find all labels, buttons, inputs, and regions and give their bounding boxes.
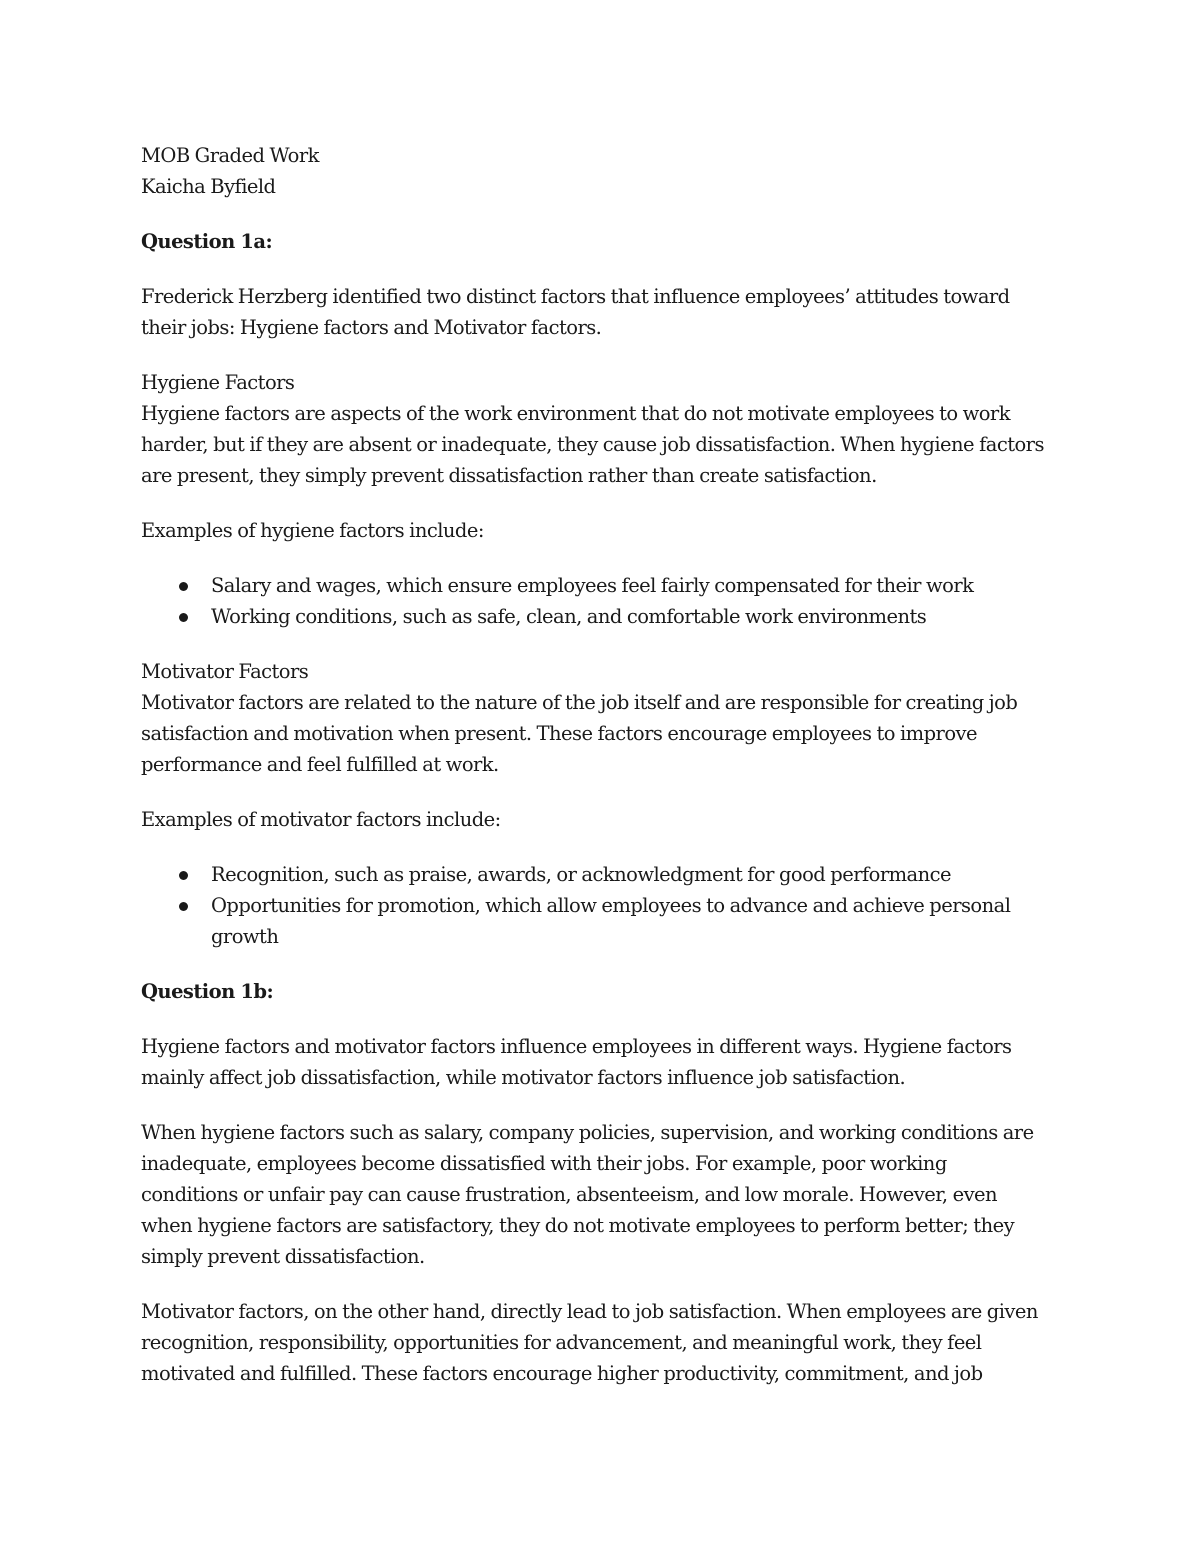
paragraph-line: simply prevent dissatisfaction. — [141, 1245, 425, 1268]
list-item — [141, 859, 1061, 890]
paragraph-line: inadequate, employees become dissatisfied with their jobs. For example, poor working — [141, 1152, 947, 1175]
list-item — [141, 890, 1061, 952]
paragraph-line: Hygiene factors are aspects of the work environment that do not motivate employees to work — [141, 402, 1010, 425]
paragraph-line: recognition, responsibility, opportunities for advancement, and meaningful work, they feel — [141, 1331, 982, 1354]
list-item-text: Salary and wages, which ensure employees feel fairly compensated for their work — [211, 574, 974, 597]
paragraph-line: Motivator factors are related to the nature of the job itself and are responsible for creating job — [141, 691, 1018, 714]
bullet-icon — [179, 871, 188, 880]
paragraph-line: performance and feel fulfilled at work. — [141, 753, 499, 776]
hygiene-examples-label: Examples of hygiene factors include: — [141, 519, 484, 542]
motivator-section — [141, 656, 1061, 780]
paragraph-line: Motivator factors, on the other hand, directly lead to job satisfaction. When employees are given — [141, 1300, 1038, 1323]
bullet-icon — [179, 613, 188, 622]
paragraph-line: their jobs: Hygiene factors and Motivator factors. — [141, 316, 602, 339]
paragraph-line: satisfaction and motivation when present. These factors encourage employees to improve — [141, 722, 977, 745]
paragraph-line: harder, but if they are absent or inadequate, they cause job dissatisfaction. When hygiene factors — [141, 433, 1044, 456]
list-item-text: Working conditions, such as safe, clean, and comfortable work environments — [211, 605, 927, 628]
header-block — [141, 140, 1061, 202]
list-item-text: Opportunities for promotion, which allow employees to advance and achieve personal — [211, 894, 1011, 917]
paragraph-line: When hygiene factors such as salary, company policies, supervision, and working conditions are — [141, 1121, 1034, 1144]
paragraph-line: conditions or unfair pay can cause frustration, absenteeism, and low morale. However, even — [141, 1183, 998, 1206]
list-item — [141, 570, 1061, 601]
paragraph-line: mainly affect job dissatisfaction, while motivator factors influence job satisfaction. — [141, 1066, 906, 1089]
paragraph-line: Frederick Herzberg identified two distinct factors that influence employees’ attitudes toward — [141, 285, 1010, 308]
hygiene-factors-title: Hygiene Factors — [141, 371, 295, 394]
paragraph-line: when hygiene factors are satisfactory, they do not motivate employees to perform better; they — [141, 1214, 1015, 1237]
q1b-paragraph-3 — [141, 1296, 1061, 1389]
bullet-icon — [179, 902, 188, 911]
paragraph-line: are present, they simply prevent dissatisfaction rather than create satisfaction. — [141, 464, 877, 487]
hygiene-examples-list — [141, 570, 1061, 632]
motivator-examples-list — [141, 859, 1061, 952]
paragraph-line: motivated and fulfilled. These factors encourage higher productivity, commitment, and job — [141, 1362, 983, 1385]
motivator-examples-label: Examples of motivator factors include: — [141, 808, 501, 831]
hygiene-section — [141, 367, 1061, 491]
q1b-paragraph-1 — [141, 1031, 1061, 1093]
author-name: Kaicha Byfield — [141, 175, 276, 198]
list-item-text: growth — [211, 925, 279, 948]
list-item-text: Recognition, such as praise, awards, or acknowledgment for good performance — [211, 863, 951, 886]
question-1b-heading: Question 1b: — [141, 980, 274, 1003]
bullet-icon — [179, 582, 188, 591]
paragraph-line: Hygiene factors and motivator factors influence employees in different ways. Hygiene factors — [141, 1035, 1012, 1058]
list-item — [141, 601, 1061, 632]
document-page — [141, 140, 1061, 1389]
motivator-factors-title: Motivator Factors — [141, 660, 309, 683]
course-title: MOB Graded Work — [141, 144, 319, 167]
q1a-intro-paragraph — [141, 281, 1061, 343]
q1b-paragraph-2 — [141, 1117, 1061, 1272]
question-1a-heading: Question 1a: — [141, 230, 273, 253]
